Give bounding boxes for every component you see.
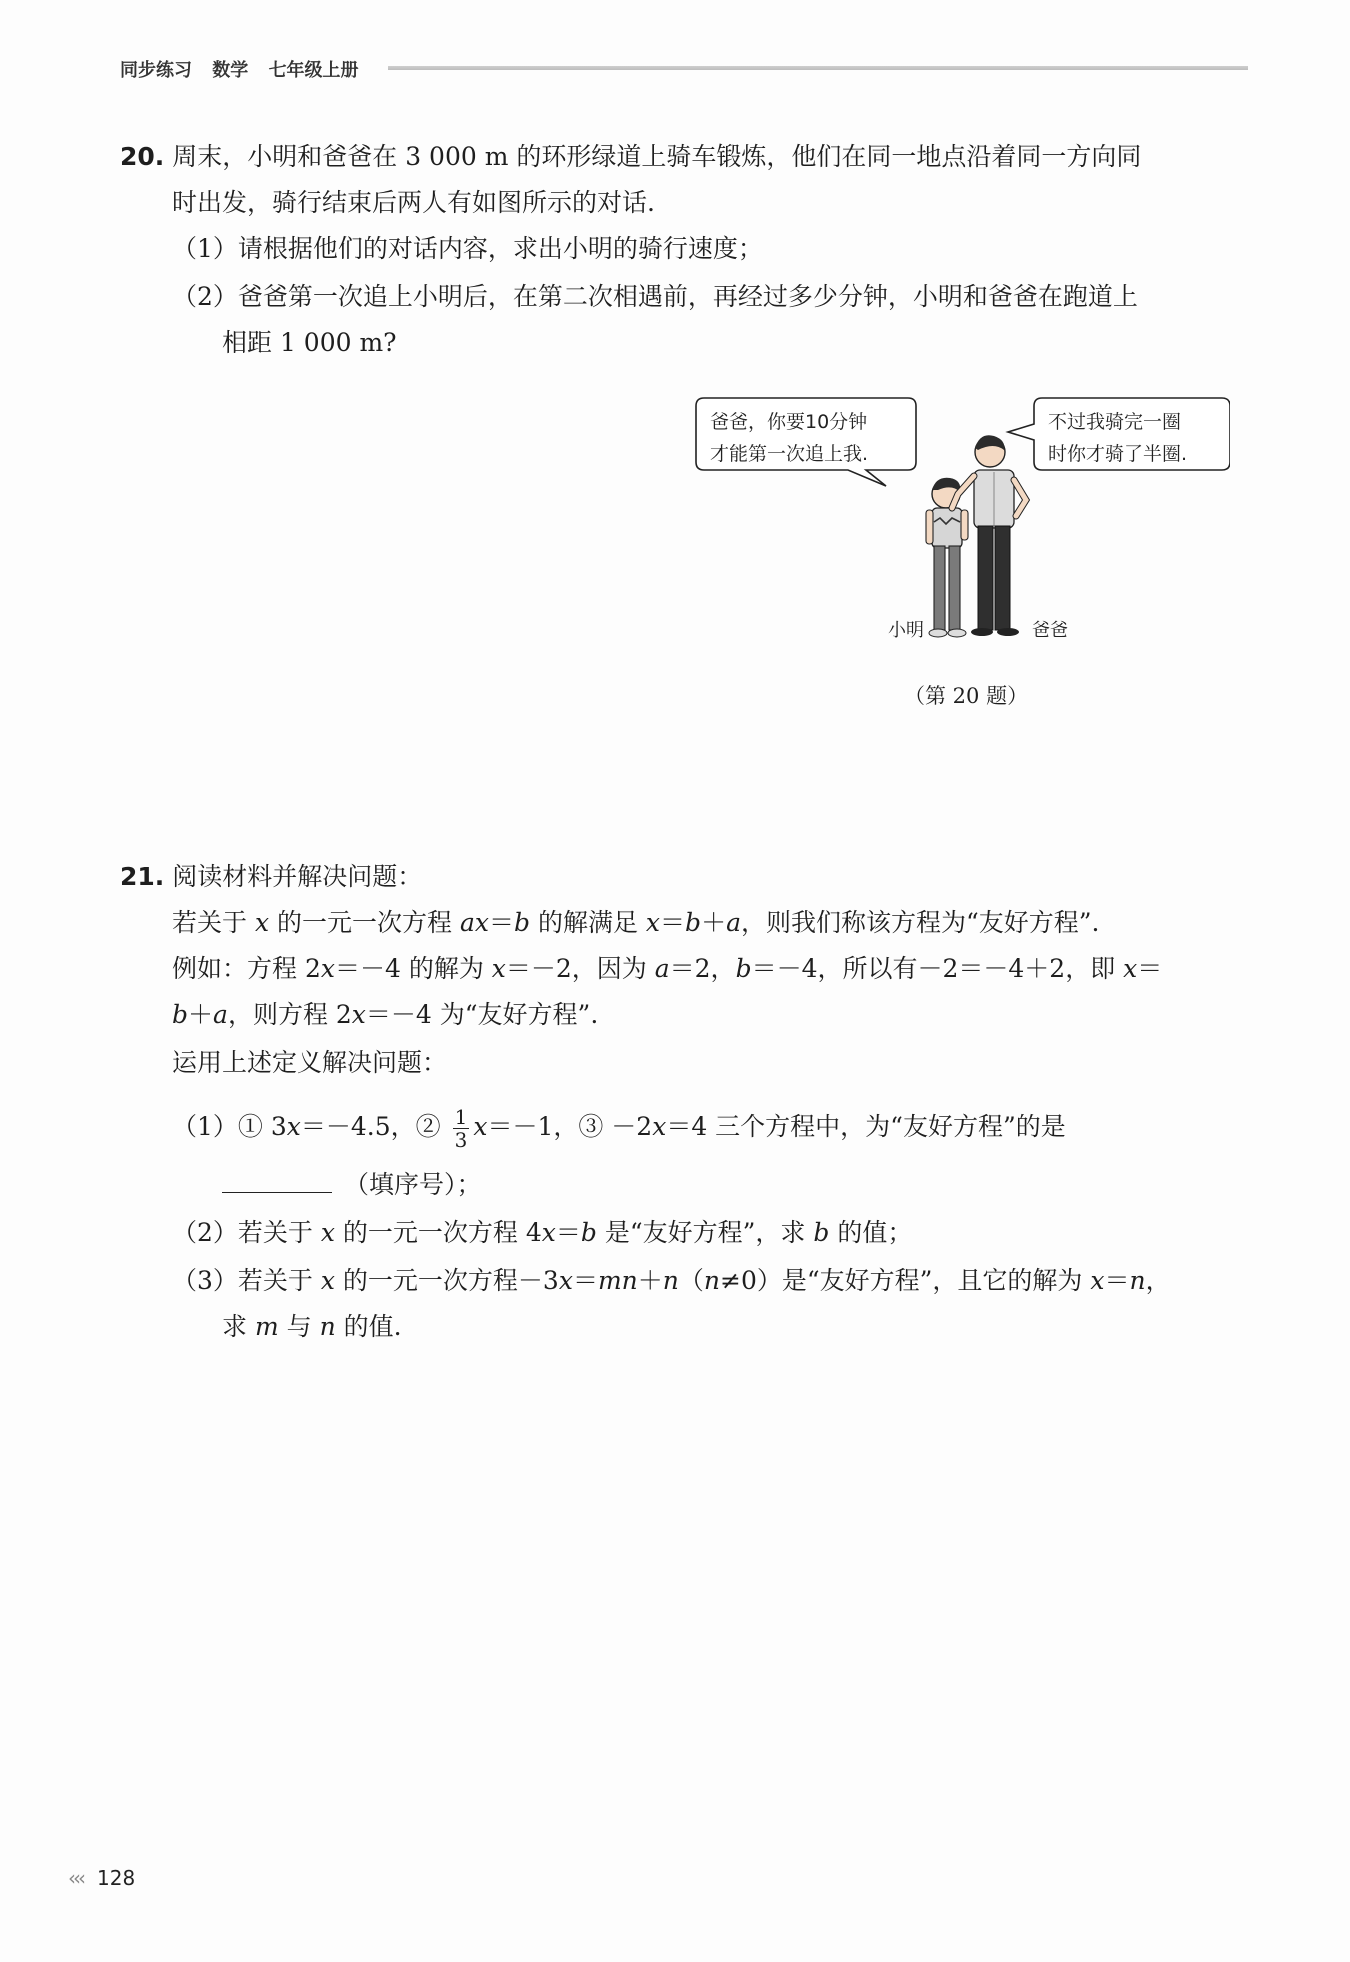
- q21-title: 阅读材料并解决问题：: [172, 862, 423, 891]
- label-father: 爸爸: [1032, 620, 1068, 641]
- q21-material-2: 例如：方程 2x＝－4 的解为 x＝－2，因为 a＝2，b＝－4，所以有－2＝－4＋2，即 x＝: [172, 954, 1163, 983]
- header-grade: 七年级上册: [268, 60, 359, 81]
- q21-material-3: b＋a，则方程 2x＝－4 为“友好方程”.: [172, 1000, 599, 1029]
- q21-part-3: （3）若关于 x 的一元一次方程－3x＝mn＋n（n≠0）是“友好方程”，且它的解为 x＝n，: [172, 1266, 1171, 1295]
- header-subject: 数学: [212, 60, 249, 81]
- q21-part-1: （1）① 3x＝－4.5，② $\frac{1}{3}$ x＝－1，③ －2x＝4 三个方程中，为“友好方程”的是: [172, 1105, 1066, 1152]
- label-son: 小明: [888, 620, 924, 641]
- q21-part-2: （2）若关于 x 的一元一次方程 4x＝b 是“友好方程”，求 b 的值；: [172, 1218, 913, 1247]
- q21-line-title: [120, 862, 422, 892]
- bubble-left-line-1: 爸爸，你要10分钟: [710, 411, 868, 433]
- page-footer: [68, 1866, 135, 1890]
- q20-part-2-cont: 相距 1 000 m?: [222, 328, 397, 357]
- q21-part-3-cont: 求 m 与 n 的值.: [222, 1312, 402, 1341]
- son-illustration: [926, 478, 968, 637]
- q20-line-2: 时出发，骑行结束后两人有如图所示的对话.: [172, 188, 655, 217]
- figure-caption: （第 20 题）: [904, 684, 1029, 708]
- page-number: 128: [97, 1866, 136, 1890]
- running-header: [120, 56, 373, 82]
- q20-number: 20.: [120, 142, 165, 171]
- bubble-left-text: [700, 406, 878, 470]
- q20-line-1: [120, 142, 1141, 172]
- q21-apply: 运用上述定义解决问题：: [172, 1048, 448, 1077]
- fraction-one-third: $\frac{1}{3}$: [454, 1105, 468, 1152]
- answer-blank[interactable]: [222, 1172, 332, 1193]
- bubble-left-line-2: 才能第一次追上我.: [710, 443, 869, 465]
- q21-number: 21.: [120, 862, 165, 891]
- header-series: 同步练习: [120, 60, 192, 81]
- q21-material-1: 若关于 x 的一元一次方程 ax＝b 的解满足 x＝b＋a，则我们称该方程为“友好方程”.: [172, 908, 1100, 937]
- q20-text-1: 周末，小明和爸爸在 3 000 m 的环形绿道上骑车锻炼，他们在同一地点沿着同一方向同: [172, 142, 1142, 171]
- bubble-right-text: [1038, 406, 1197, 470]
- bubble-right-line-2: 时你才骑了半圈.: [1048, 443, 1188, 465]
- bubble-right-line-1: 不过我骑完一圈: [1048, 411, 1182, 433]
- q20-part-1: （1）请根据他们的对话内容，求出小明的骑行速度；: [172, 234, 763, 263]
- q21-part-1-fill: （填序号）；: [222, 1170, 482, 1200]
- header-rule: [388, 66, 1248, 70]
- chevron-left-icon: ‹‹‹: [68, 1866, 83, 1890]
- q20-part-2: （2）爸爸第一次追上小明后，在第二次相遇前，再经过多少分钟，小明和爸爸在跑道上: [172, 282, 1138, 311]
